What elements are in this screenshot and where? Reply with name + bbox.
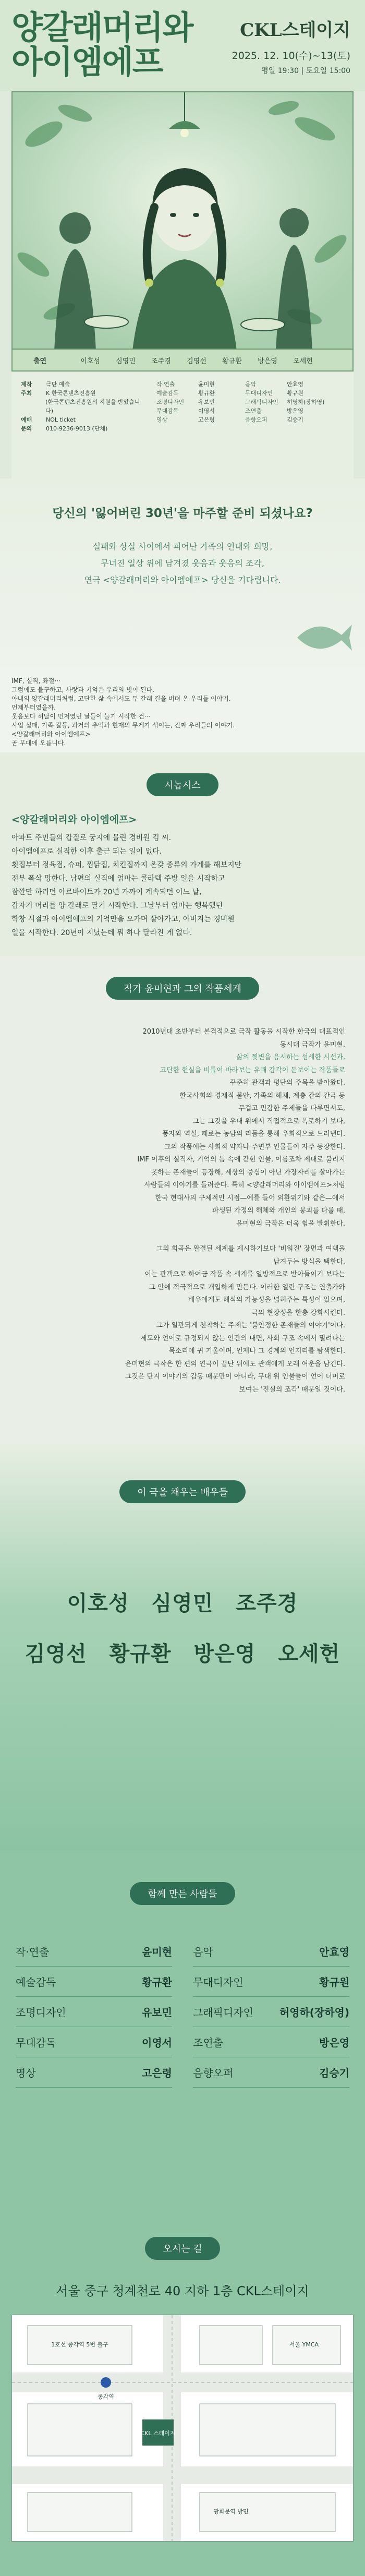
staff-role: 조연출 xyxy=(193,2036,223,2049)
ymca-label: 서울 YMCA xyxy=(289,2341,319,2348)
staff-section xyxy=(0,1851,365,2216)
intro-line: 무너진 일상 위에 남겨졌 웃음과 웃음의 조각, xyxy=(101,558,264,568)
actor-row-1 xyxy=(0,1587,365,1616)
credit-value: 김승기 xyxy=(287,416,303,423)
subway-icon xyxy=(101,2377,111,2388)
writer-line: 그가 일관되게 천착하는 주제는 '불안정한 존재들의 이야기'이다. xyxy=(156,1322,345,1329)
credit-key: 음악 xyxy=(245,381,257,388)
credit-row xyxy=(21,398,146,415)
writer-line: 윤미현의 극작은 더욱 힘을 발휘한다. xyxy=(236,1219,345,1228)
credit-key xyxy=(21,398,45,415)
show-times: 평일 19:30 | 토요일 15:00 xyxy=(261,67,350,75)
staff-row xyxy=(16,1967,172,1997)
actor-name: 황규환 xyxy=(109,1642,172,1666)
poem-line: 웃음보다 허탈이 먼저였던 날들이 늘기 시작한 건··· xyxy=(11,713,151,720)
credit-value: 극단 예술 xyxy=(46,381,70,388)
jonggak-label: 종각역 xyxy=(98,2393,114,2400)
cast-name: 오세헌 xyxy=(293,357,313,365)
synopsis-line: 학창 시절과 아이엠에프의 기억만을 오가며 살아가고, 아버지는 경비원 xyxy=(11,915,235,924)
credit-value: 허영하(장하영) xyxy=(287,399,325,405)
credit-value: 안효영 xyxy=(287,381,303,388)
staff-summary xyxy=(156,380,344,470)
credit-key: 음향오퍼 xyxy=(245,416,267,423)
synopsis-line: 일을 시작한다. 20년이 지났는데 뭐 하나 달라진 게 없다. xyxy=(11,929,192,937)
intro-line: 연극 <양갈래머리와 아이엠에프> 당신을 기다립니다. xyxy=(84,575,281,585)
staff-role: 음향오퍼 xyxy=(193,2067,234,2079)
writer-line: 남겨두는 방식을 택한다. xyxy=(273,1257,345,1266)
credit-value: 고은령 xyxy=(198,416,215,423)
synopsis-title: <양갈래머리와 아이엠에프> xyxy=(11,814,137,825)
staff-role: 작·연출 xyxy=(16,1946,50,1958)
credit-value: 방은영 xyxy=(287,408,303,414)
gwanghwamun-label: 광화문역 방면 xyxy=(213,2508,249,2515)
title-line-2: 아이엠에프 xyxy=(11,43,163,81)
poem-line: 곧 무대에 오릅니다. xyxy=(11,739,66,747)
venue-address: 서울 중구 청계천로 40 지하 1층 CKL스테이지 xyxy=(56,2284,309,2298)
writer-line: 그의 희곡은 완결된 세계를 제시하기보다 '비워진' 장면과 여백을 xyxy=(156,1245,345,1253)
credit-row xyxy=(156,406,344,415)
staff-row xyxy=(193,1967,349,1997)
staff-person: 황규원 xyxy=(319,1976,349,1988)
staff-table xyxy=(16,1936,349,2088)
credit-key: 조명디자인 xyxy=(156,399,185,405)
staff-person: 윤미현 xyxy=(142,1946,172,1958)
writer-line: 2010년대 초반부터 본격적으로 극작 활동을 시작한 한국의 대표적인 xyxy=(142,1028,345,1036)
credit-value: 윤미현 xyxy=(198,381,215,388)
credit-row xyxy=(156,415,344,424)
credit-value: 황규원 xyxy=(287,390,303,397)
writer-line: 무겁고 민감한 주제들을 다루면서도, xyxy=(238,1105,345,1112)
writer-line: 그것은 단지 이야기의 감동 때문만이 아니라, 무대 위 인물들이 언어 너머로 xyxy=(125,1373,345,1381)
credit-row xyxy=(21,389,146,398)
writer-line: 삶의 찢변을 응시하는 섬세한 시선과, xyxy=(236,1053,345,1061)
writer-line: 윤미현의 극작은 한 편의 연극이 끝난 뒤에도 관객에게 오래 여운을 남긴다. xyxy=(125,1360,345,1368)
writer-line: 이는 관객으로 하여금 작품 속 세계를 일방적으로 받아들이기 보다는 xyxy=(144,1271,345,1278)
writer-section xyxy=(0,956,365,1444)
staff-heading-wrap xyxy=(0,1851,365,1905)
writer-line: 극의 현장성을 한층 강화시킨다. xyxy=(251,1309,345,1317)
cast-name: 방은영 xyxy=(258,357,277,365)
cast-name: 황규환 xyxy=(222,357,242,365)
fish-icon xyxy=(292,614,355,661)
credit-key: 그래픽디자인 xyxy=(245,399,278,405)
synopsis-line: 잠깐만 하려던 아르바이트가 20년 가까이 계속되던 어느 날, xyxy=(11,888,202,896)
staff-role: 영상 xyxy=(16,2067,36,2079)
title-line-1: 양갈래머리와 xyxy=(11,8,193,46)
poem-line: 사업 실패, 가족 갈등, 과거의 추억과 현재의 무게가 섞이는, 진짜 우리들의 이야기. xyxy=(11,722,235,729)
staff-role: 그래픽디자인 xyxy=(193,2006,253,2019)
cast-name: 김영선 xyxy=(187,357,206,365)
synopsis-line: 아파트 주민들의 갑질로 궁지에 몰린 경비원 김 씨. xyxy=(11,834,172,842)
credit-row xyxy=(21,380,146,389)
writer-line: 고단한 현실을 비틀어 바라보는 유쾌 감각이 돋보이는 작품들로 xyxy=(160,1066,345,1074)
actor-name: 이호성 xyxy=(67,1591,129,1615)
credit-value: 유보민 xyxy=(198,399,215,405)
writer-line: 한국사회의 경제적 불안, 가족의 해체, 계층 간의 간극 등 xyxy=(179,1092,345,1100)
writer-paragraph xyxy=(20,1026,345,1230)
illustration-art xyxy=(13,92,352,350)
writer-line: 그 안에 적극적으로 개입하게 만든다. 이러한 열린 구조는 연출가와 xyxy=(149,1283,345,1291)
credit-key: 주최 xyxy=(21,390,32,397)
staff-role: 음악 xyxy=(193,1946,213,1958)
poster-header xyxy=(0,0,365,91)
poem-line: 그럼에도 불구하고, 사랑과 기억은 우리의 빛이 된다. xyxy=(11,686,154,693)
poem-block xyxy=(0,666,365,752)
writer-line: 사람들의 이야기를 들려준다. 특히 <양갈래머리와 아이엠에프>처럼 xyxy=(144,1181,345,1189)
poem-line: IMF, 실직, 좌절··· xyxy=(11,677,60,685)
staff-role: 무대감독 xyxy=(16,2036,56,2049)
exit-label: 1호선 종각역 5번 출구 xyxy=(51,2341,108,2348)
staff-row xyxy=(193,2057,349,2088)
credit-value: (한국콘텐츠진흥원의 지원을 받았습니다) xyxy=(45,399,140,414)
staff-person: 안효영 xyxy=(319,1946,349,1958)
credit-key: 예매 xyxy=(21,416,32,423)
staff-row xyxy=(16,1997,172,2027)
synopsis-line: 갑자기 머리를 양 갈래로 딸기 시작한다. 그날부터 엄마는 행복했던 xyxy=(11,902,223,910)
writer-line: 동시대 극작가 윤미현. xyxy=(279,1040,345,1049)
actor-name: 방은영 xyxy=(193,1642,256,1666)
staff-person: 김승기 xyxy=(319,2067,349,2079)
staff-person: 이영서 xyxy=(142,2036,172,2049)
credit-key: 예술감독 xyxy=(156,390,179,397)
credits-block xyxy=(11,372,354,478)
cast-name: 심영민 xyxy=(116,357,136,365)
credit-value: 황규환 xyxy=(198,390,215,397)
directions-heading: 오시는 길 xyxy=(145,2237,220,2260)
synopsis-heading: 시놉시스 xyxy=(147,773,218,796)
cast-bar xyxy=(11,350,354,372)
writer-line: 목소리에 귀 기울이며, 언제나 그 경계의 언저리를 탐색한다. xyxy=(168,1347,345,1355)
synopsis-line: 아이엠에프로 실직한 이후 출근 되는 일이 없다. xyxy=(11,847,162,856)
staff-row xyxy=(193,1997,349,2027)
intro-section xyxy=(0,478,365,666)
credit-key: 문의 xyxy=(21,425,32,432)
staff-row xyxy=(16,2027,172,2057)
writer-line: 못하는 존재들이 등장해, 세상의 중심이 아닌 가장자리를 살아가는 xyxy=(151,1168,345,1177)
production-info xyxy=(21,380,146,470)
credit-row xyxy=(156,380,344,389)
cast-name: 조주경 xyxy=(151,357,171,365)
credit-row xyxy=(21,424,146,433)
staff-person: 방은영 xyxy=(319,2036,349,2049)
synopsis-heading-wrap xyxy=(0,752,365,796)
writer-paragraph xyxy=(20,1243,345,1396)
staff-person: 고은령 xyxy=(142,2067,172,2079)
writer-line: 풍자와 역설, 때로는 농담의 리듬을 통해 우회적으로 드러낸다. xyxy=(162,1130,345,1138)
actors-heading: 이 극을 채우는 배우들 xyxy=(119,1480,246,1503)
actor-name: 심영민 xyxy=(151,1591,214,1615)
writer-line: 배우에게도 해석의 가능성을 넓혀주는 특성이 있으며, xyxy=(188,1296,345,1304)
directions-heading-wrap xyxy=(0,2216,365,2260)
actor-name: 김영선 xyxy=(25,1642,87,1666)
directions-section xyxy=(0,2216,365,2576)
credit-row xyxy=(21,415,146,424)
writer-line: 파생된 가정의 해체와 개인의 붕괴를 다룰 때, xyxy=(212,1207,345,1215)
credit-value: K 한국콘텐츠진흥원 xyxy=(46,390,96,397)
staff-person: 유보민 xyxy=(142,2006,172,2019)
intro-line: 실패와 상실 사이에서 피어난 가족의 연대와 희망, xyxy=(92,542,273,552)
staff-heading: 함께 만든 사람들 xyxy=(130,1882,235,1905)
writer-line: 제도와 언어로 규정되지 않는 인간의 내면, 사회 구조 속에서 밀려나는 xyxy=(140,1334,345,1343)
actor-row-2 xyxy=(0,1637,365,1667)
actors-section xyxy=(0,1444,365,1851)
actor-name: 조주경 xyxy=(236,1591,298,1615)
poem-line: 언제부터였을까. xyxy=(11,704,56,711)
ticket-link[interactable]: NOL ticket xyxy=(46,416,76,423)
synopsis-line: 횟집부터 정육점, 슈퍼, 찜닭집, 치킨집까지 온갖 종류의 가게를 해보지만 xyxy=(11,861,242,869)
credit-row xyxy=(156,398,344,406)
staff-row xyxy=(193,1936,349,1967)
map-drawing xyxy=(12,2315,353,2541)
show-dates: 2025. 12. 10(수)~13(토) xyxy=(232,50,350,62)
cast-name: 이호성 xyxy=(80,357,100,365)
staff-person: 허영하(장하영) xyxy=(279,2006,349,2019)
writer-line: 그의 작품에는 사회적 약자나 주변부 인물들이 자주 등장한다. xyxy=(164,1143,345,1151)
staff-row xyxy=(16,1936,172,1967)
writer-body xyxy=(20,1026,345,1396)
staff-role: 무대디자인 xyxy=(193,1976,244,1988)
credit-key: 무대디자인 xyxy=(245,390,273,397)
credit-key: 조연출 xyxy=(245,408,262,414)
synopsis-section xyxy=(0,752,365,956)
writer-heading-wrap xyxy=(0,956,365,1000)
writer-line: 꾸준히 관객과 평단의 주목을 받아왔다. xyxy=(229,1079,345,1087)
credit-key: 영상 xyxy=(156,416,168,423)
contact-phone: 010-9236-9013 (단체) xyxy=(46,425,108,432)
actor-name: 오세헌 xyxy=(278,1642,340,1666)
poem-line: 아내의 양갈래머리처럼, 고단한 삶 속에서도 두 갈래 길을 버텨 온 우리들 이야기. xyxy=(11,695,231,702)
staff-row xyxy=(16,2057,172,2088)
writer-line: 한국 현대사의 구체적인 시점—예를 들어 외환위기와 같은—에서 xyxy=(155,1194,345,1202)
intro-question: 당신의 '잃어버린 30년'을 마주할 준비 되셨나요? xyxy=(52,507,313,520)
cast-label: 출연 xyxy=(33,357,47,365)
staff-role: 조명디자인 xyxy=(16,2006,66,2019)
staff-row xyxy=(193,2027,349,2057)
writer-line: IMF 이후의 실직자, 기억의 틈 속에 갇힌 인물, 이름조차 제대로 불리지 xyxy=(137,1156,345,1164)
poem-line: <양갈래머리와 아이엠에프> xyxy=(11,730,91,738)
location-map[interactable] xyxy=(11,2315,354,2542)
staff-person: 황규환 xyxy=(142,1976,172,1988)
credit-key: 작·연출 xyxy=(156,381,175,388)
credit-key: 무대감독 xyxy=(156,408,179,414)
venue-name: CKL스테이지 xyxy=(240,20,350,41)
intro-paragraph xyxy=(0,538,365,589)
writer-heading: 작가 윤미현과 그의 작품세계 xyxy=(106,977,259,1000)
writer-line: 그는 그것을 우대 위에서 직접적으로 폭로하기 보다, xyxy=(192,1117,345,1125)
writer-line: 보여는 '진실의 조각' 때문일 것이다. xyxy=(239,1385,345,1394)
ckl-map-label: CKL 스테이지 xyxy=(140,2430,176,2437)
actors-heading-wrap xyxy=(0,1444,365,1503)
synopsis-body xyxy=(11,831,354,940)
credit-value: 이영서 xyxy=(198,408,215,414)
staff-role: 예술감독 xyxy=(16,1976,56,1988)
credit-key: 제작 xyxy=(21,381,32,388)
synopsis-line: 전부 폭삭 망한다. 남편의 실직에 엄마는 콜라텍 주방 일을 시작하고 xyxy=(11,874,225,883)
poster-illustration xyxy=(11,91,354,350)
credit-row xyxy=(156,389,344,398)
